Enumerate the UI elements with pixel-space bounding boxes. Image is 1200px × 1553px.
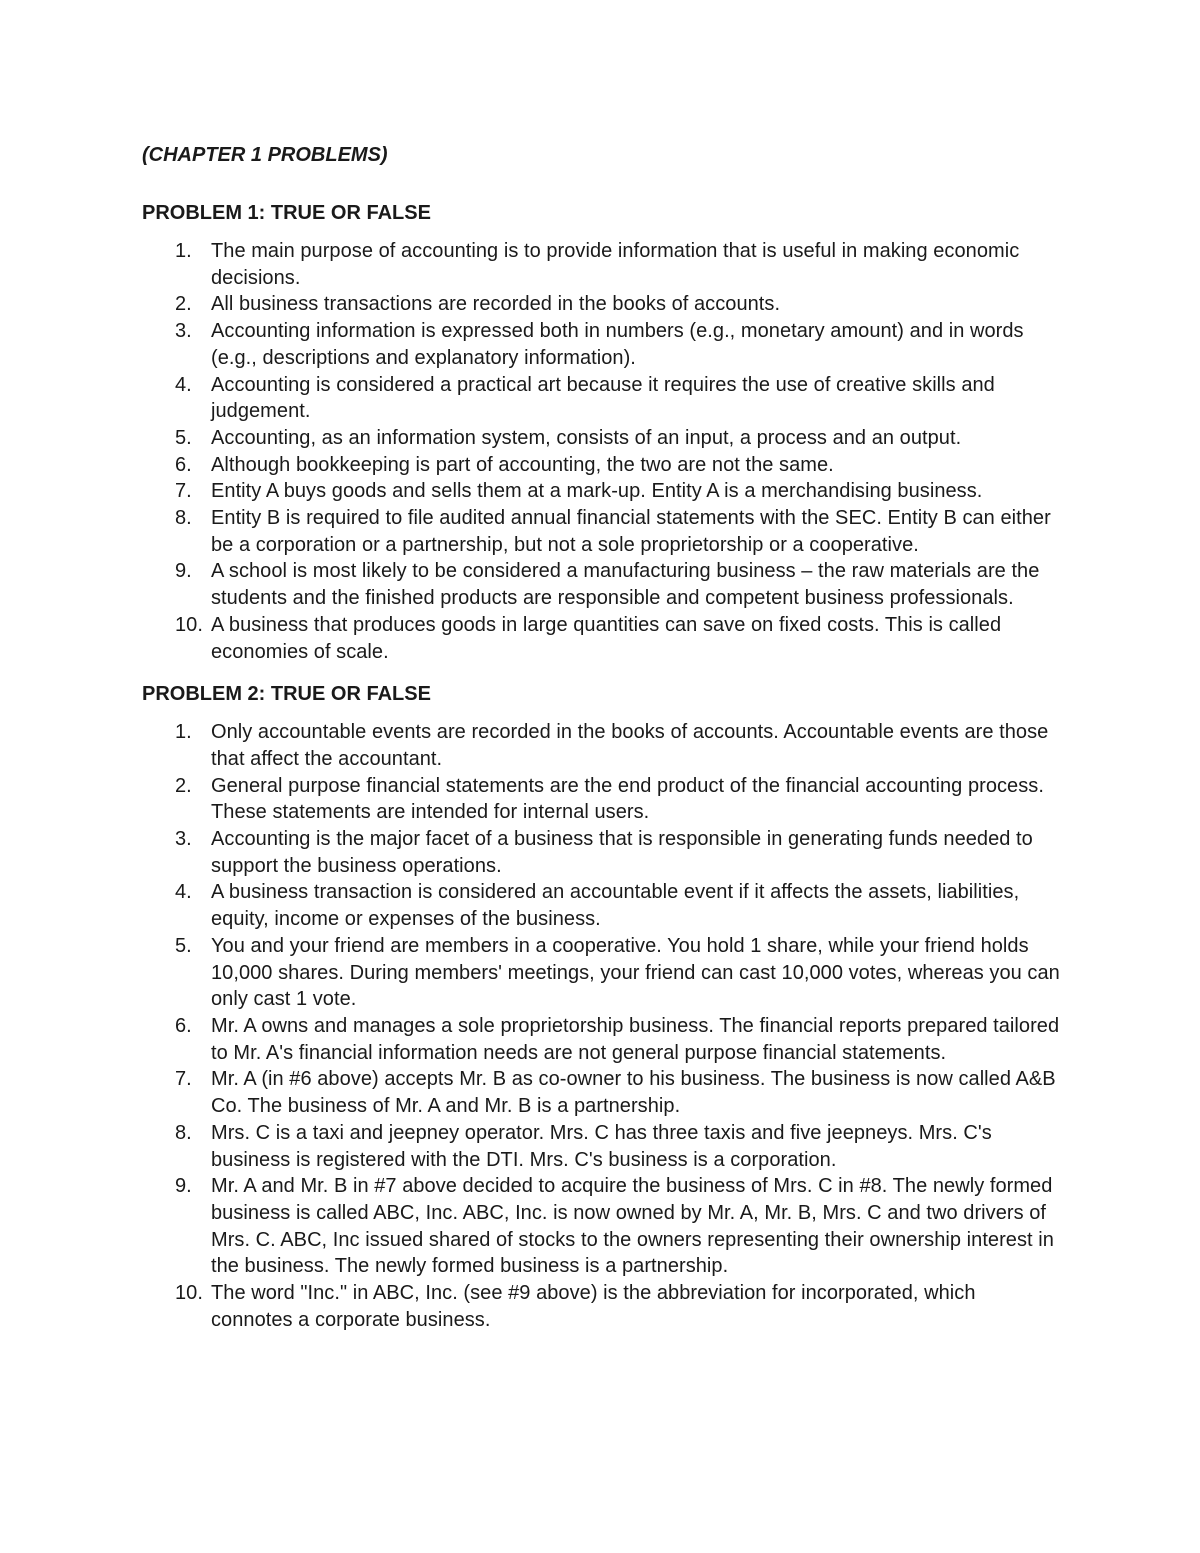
item-number: 4. <box>175 373 192 396</box>
problem-1-heading: PROBLEM 1: TRUE OR FALSE <box>142 202 431 224</box>
item-text: Mrs. C is a taxi and jeepney operator. Mrs. C has three taxis and five jeepneys. Mrs. C's business is registered with the DTI. Mrs. C's business is a corporation. <box>211 1121 992 1171</box>
problem-2-list <box>142 719 1062 1333</box>
item-number: 4. <box>175 881 192 904</box>
item-number: 3. <box>175 320 192 343</box>
item-text: Accounting information is expressed both in numbers (e.g., monetary amount) and in words (e.g., descriptions and explanatory information). <box>211 320 1024 369</box>
item-text: A business that produces goods in large quantities can save on fixed costs. This is called economies of scale. <box>211 613 1002 663</box>
item-text: General purpose financial statements are the end product of the financial accounting process. These statements are intended for internal users. <box>211 774 1044 824</box>
item-number: 8. <box>175 507 192 530</box>
item-text: All business transactions are recorded in the books of accounts. <box>211 293 781 316</box>
item-text: Entity B is required to file audited annual financial statements with the SEC. Entity B can either be a corporation or a partnership, but not a sole proprietorship or a cooperative. <box>211 507 1051 556</box>
list-item <box>142 612 1062 665</box>
problem-1-section <box>142 198 1062 665</box>
item-text: Accounting is the major facet of a business that is responsible in generating funds needed to support the business operations. <box>211 828 1033 877</box>
item-number: 5. <box>175 934 192 957</box>
list-item <box>142 1280 1062 1333</box>
list-item <box>142 826 1062 879</box>
item-number: 9. <box>175 1175 192 1198</box>
list-item <box>142 372 1062 425</box>
list-item <box>142 1066 1062 1119</box>
item-number: 5. <box>175 426 192 449</box>
item-number: 10. <box>175 613 203 636</box>
list-item <box>142 558 1062 611</box>
item-number: 2. <box>175 774 192 797</box>
item-number: 1. <box>175 240 192 262</box>
item-text: A business transaction is considered an accountable event if it affects the assets, liabilities, equity, income or expenses of the business. <box>211 881 1020 931</box>
list-item <box>142 773 1062 826</box>
list-item <box>142 478 1062 505</box>
item-text: A school is most likely to be considered a manufacturing business – the raw materials are the students and the finished products are responsible and competent business professionals. <box>211 560 1040 610</box>
list-item <box>142 719 1062 772</box>
item-text: Mr. A owns and manages a sole proprietorship business. The financial reports prepared tailored to Mr. A's financial information needs are not general purpose financial statements. <box>211 1014 1060 1064</box>
list-item <box>142 425 1062 452</box>
item-text: The main purpose of accounting is to provide information that is useful in making economic decisions. <box>211 240 1020 289</box>
item-text: The word "Inc." in ABC, Inc. (see #9 above) is the abbreviation for incorporated, which connotes a corporate business. <box>211 1282 976 1331</box>
item-number: 3. <box>175 828 192 851</box>
list-item <box>142 318 1062 371</box>
item-number: 6. <box>175 453 192 476</box>
list-item <box>142 1013 1062 1066</box>
item-text: Accounting, as an information system, consists of an input, a process and an output. <box>211 426 962 449</box>
item-text: Only accountable events are recorded in the books of accounts. Accountable events are those that affect the accountant. <box>211 721 1049 770</box>
item-text: Mr. A (in #6 above) accepts Mr. B as co-owner to his business. The business is now called A&B Co. The business of Mr. A and Mr. B is a partnership. <box>211 1068 1056 1118</box>
item-number: 1. <box>175 721 192 744</box>
item-number: 8. <box>175 1121 192 1144</box>
item-number: 2. <box>175 293 192 316</box>
problem-2-heading: PROBLEM 2: TRUE OR FALSE <box>142 683 431 706</box>
item-number: 7. <box>175 480 192 503</box>
item-text: You and your friend are members in a cooperative. You hold 1 share, while your friend holds 10,000 shares. During members' meetings, your friend can cast 10,000 votes, whereas you can only cast 1 vote. <box>211 934 1060 1011</box>
list-item <box>142 505 1062 558</box>
item-text: Although bookkeeping is part of accounting, the two are not the same. <box>211 453 834 476</box>
list-item <box>142 1120 1062 1173</box>
list-item <box>142 452 1062 479</box>
list-item <box>142 933 1062 1013</box>
document-content <box>142 140 1062 1333</box>
item-number: 7. <box>175 1068 192 1091</box>
list-item <box>142 879 1062 932</box>
problem-2-section <box>142 679 1062 1333</box>
list-item <box>142 291 1062 318</box>
item-number: 6. <box>175 1014 192 1037</box>
item-text: Mr. A and Mr. B in #7 above decided to acquire the business of Mrs. C in #8. The newly formed business is called ABC, Inc. ABC, Inc. is now owned by Mr. A, Mr. B, Mrs. C and two drivers of Mrs. C. ABC, Inc issued shared of stocks to the owners representing their ownership interest in the business. The newly formed business is a partnership. <box>211 1175 1054 1278</box>
item-text: Accounting is considered a practical art because it requires the use of creative skills and judgement. <box>211 373 995 423</box>
item-number: 9. <box>175 560 192 583</box>
item-text: Entity A buys goods and sells them at a mark-up. Entity A is a merchandising business. <box>211 480 983 503</box>
item-number: 10. <box>175 1282 203 1305</box>
problem-1-list <box>142 238 1062 665</box>
list-item <box>142 238 1062 291</box>
list-item <box>142 1173 1062 1280</box>
chapter-title: (CHAPTER 1 PROBLEMS) <box>142 144 388 166</box>
